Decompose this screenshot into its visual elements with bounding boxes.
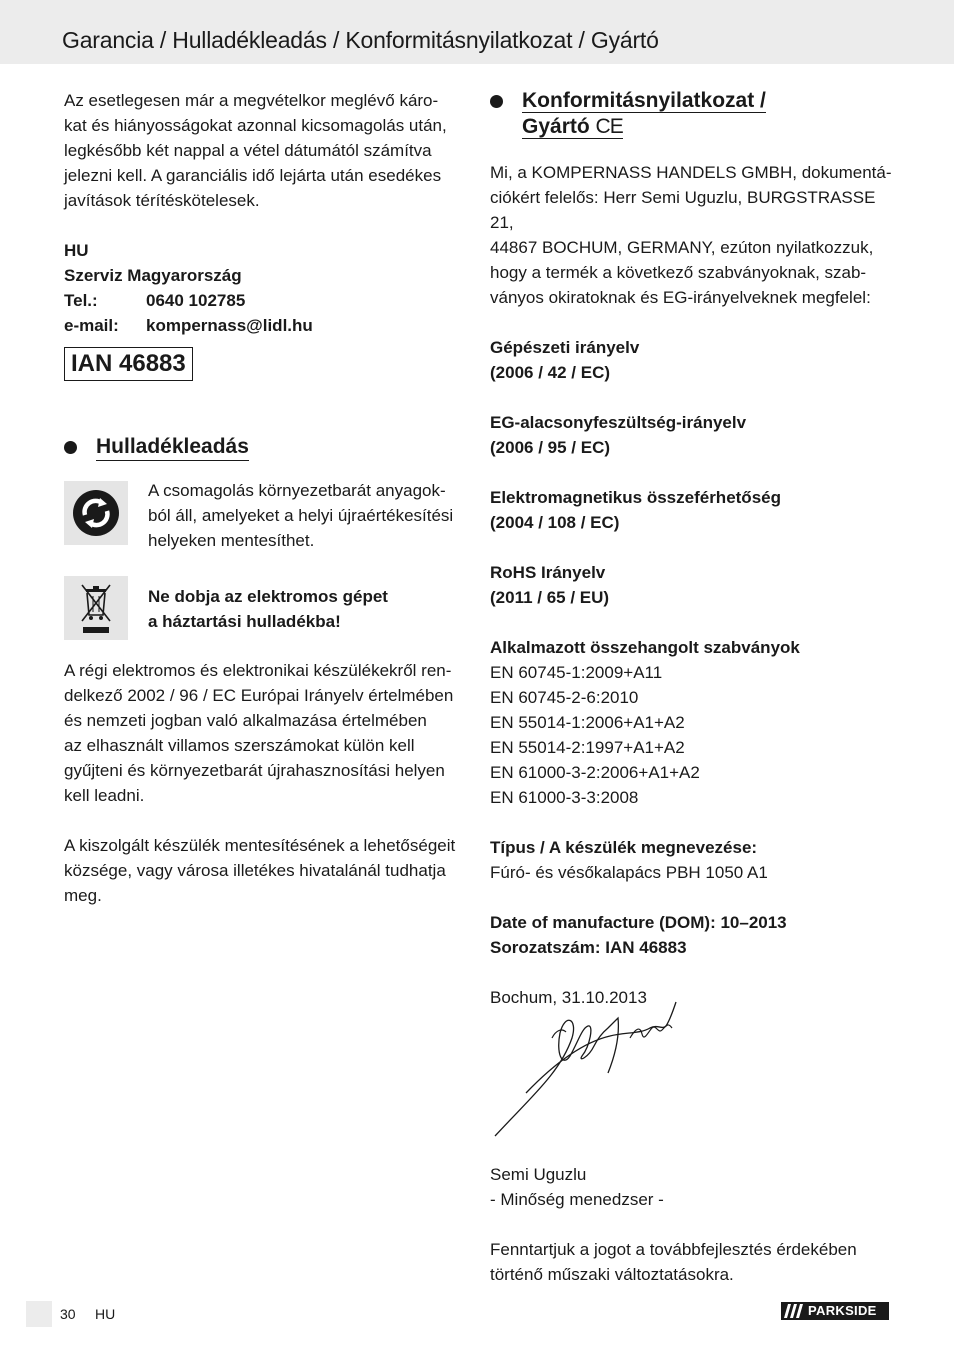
standard-item: EN 61000-3-3:2008 [490,788,639,807]
directive-block [490,335,900,385]
text-line: legkésőbb két nappal a vétel dátumától számítva [64,141,432,160]
standard-item: EN 55014-2:1997+A1+A2 [490,738,685,757]
directive-code: (2006 / 95 / EC) [490,438,611,457]
ian-box: IAN 46883 [64,347,193,381]
declaration-text [490,160,900,310]
text-line: gyűjteni és környezetbarát újrahasznosítási helyen [64,761,445,780]
bullet-icon [64,441,77,454]
page-number: 30 [60,1306,76,1322]
disposal-heading-text: Hulladékleadás [96,434,249,461]
text-line: delkező 2002 / 96 / EC Európai Irányelv értelmében [64,686,454,705]
text-line: javítások térítéskötelesek. [64,191,260,210]
directive-name: Elektromagnetikus összeférhetőség [490,488,781,507]
brand-name: PARKSIDE [808,1303,877,1318]
text-line: ból áll, amelyeket a helyi újraértékesítési [148,506,454,525]
standards-heading: Alkalmazott összehangolt szabványok [490,638,800,657]
weee-note [64,576,464,640]
text-line: a háztartási hulladékba! [148,612,341,631]
standard-item: EN 60745-1:2009+A11 [490,663,663,682]
manufacture-date: Date of manufacture (DOM): 10–2013 [490,913,787,932]
email-value: kompernass@lidl.hu [146,316,313,335]
contact-service: Szerviz Magyarország [64,266,242,285]
standard-item: EN 61000-3-2:2006+A1+A2 [490,763,700,782]
warranty-intro [64,88,464,213]
conformity-heading-line1: Konformitásnyilatkozat / [522,89,766,112]
recycling-icon [64,481,128,545]
text-line: kat és hiányosságokat azonnal kicsomagolás után, [64,116,447,135]
standard-item: EN 60745-2-6:2010 [490,688,639,707]
type-label: Típus / A készülék megnevezése: [490,838,758,857]
directive-block [490,410,900,460]
text-line: hogy a termék a következő szabványoknak, szab- [490,263,867,282]
text-line: ványos okiratoknak és EG-irányelveknek megfelel: [490,288,871,307]
left-column [64,88,464,908]
text-line: helyeken mentesíthet. [148,531,315,550]
dom-block [490,910,900,960]
contact-country: HU [64,241,89,260]
text-line: jelezni kell. A garanciális idő lejárta után esedékes [64,166,442,185]
directive-name: EG-alacsonyfeszültség-irányelv [490,413,747,432]
signatory-name: Semi Uguzlu [490,1165,587,1184]
text-line: 44867 BOCHUM, GERMANY, ezúton nyilatkozzuk, [490,238,874,257]
standard-item: EN 55014-1:2006+A1+A2 [490,713,685,732]
page-header [0,0,954,64]
directive-code: (2006 / 42 / EC) [490,363,611,382]
text-line: községe, vagy városa illetékes hivatalánál tudhatja [64,861,446,880]
signature-image [490,998,700,1143]
footer-marker [26,1301,52,1327]
text-line: az elhasznált villamos szerszámokat külön kell [64,736,415,755]
text-line: ciókért felelős: Herr Semi Uguzlu, BURGSTRASSE 21, [490,188,876,232]
packaging-note [64,481,464,553]
logo-stripes-icon [784,1304,804,1318]
text-line: Ne dobja az elektromos gépet [148,587,388,606]
text-line: A kiszolgált készülék mentesítésének a lehetőségeit [64,836,456,855]
phone-label: Tel.: [64,291,98,310]
text-line: meg. [64,886,102,905]
ce-mark: CE [595,115,623,138]
text-line: és nemzeti jogban való alkalmazása értelmében [64,711,427,730]
municipal-paragraph [64,833,464,908]
page-title: Garancia / Hulladékleadás / Konformitásnyilatkozat / Gyártó [62,27,659,53]
directive-block [490,560,900,610]
text-line: kell leadni. [64,786,145,805]
signatory-block [490,1162,900,1212]
parkside-logo [781,1302,889,1320]
conformity-heading-line2: Gyártó CE [522,115,623,138]
reservation-note [490,1237,900,1287]
directive-code: (2004 / 108 / EC) [490,513,620,532]
text-line: A régi elektromos és elektronikai készülékekről ren- [64,661,452,680]
standards-block [490,635,900,810]
type-block [490,835,900,885]
page-language: HU [95,1306,116,1322]
directive-block [490,485,900,535]
directive-code: (2011 / 65 / EU) [490,588,610,607]
text-line: A csomagolás környezetbarát anyagok- [148,481,446,500]
contact-phone-row [64,288,464,313]
email-label: e-mail: [64,316,119,335]
signatory-role: - Minőség menedzser - [490,1190,664,1209]
directive-paragraph [64,658,464,808]
service-contact [64,238,464,338]
text-line: Fenntartjuk a jogot a továbbfejlesztés érdekében [490,1240,857,1259]
bullet-icon [490,95,503,108]
crossed-bin-icon [64,576,128,640]
type-value: Fúró- és vésőkalapács PBH 1050 A1 [490,863,768,882]
place-date: Bochum, 31.10.2013 [490,988,647,1007]
phone-value: 0640 102785 [146,291,246,310]
directive-name: Gépészeti irányelv [490,338,640,357]
weee-warning [148,584,388,634]
disposal-heading [64,434,464,461]
text-line: Mi, a KOMPERNASS HANDELS GMBH, dokumentá- [490,163,892,182]
contact-email-row [64,313,464,338]
conformity-heading [490,88,900,140]
text-line: Az esetlegesen már a megvételkor meglévő káro- [64,91,439,110]
packaging-text [148,478,453,553]
serial-number: Sorozatszám: IAN 46883 [490,938,687,957]
text-line: történő műszaki változtatásokra. [490,1265,734,1284]
directive-name: RoHS Irányelv [490,563,606,582]
